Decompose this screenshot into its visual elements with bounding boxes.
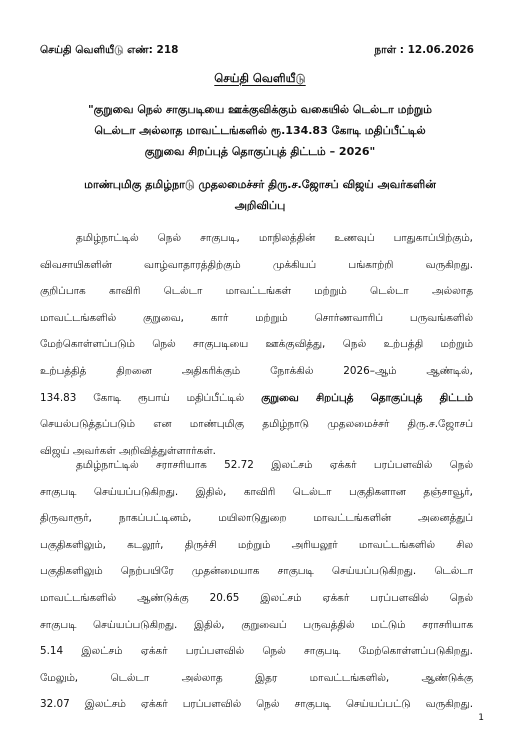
heading-text: செய்தி வெளியீடு: [214, 71, 306, 85]
paragraph-line: பகுதிகளிலும், கடலூர், திருச்சி மற்றும் அரியலூர் மாவட்டங்களில் சில: [40, 538, 473, 551]
paragraph-1: [40, 225, 473, 464]
paragraph-line: மாவட்டங்களில் குறுவை, கார் மற்றும் சொர்ணவாரிப் பருவங்களில்: [40, 311, 473, 324]
paragraph-line: தமிழ்நாட்டில் நெல் சாகுபடி, மாநிலத்தின் உணவுப் பாதுகாப்பிற்கும்,: [76, 232, 473, 244]
paragraph-line: பகுதிகளிலும் நெற்பயிரே முதன்மையாக சாகுபடி செய்யப்படுகிறது. டெல்டா: [40, 565, 473, 578]
paragraph-line: விவசாயிகளின் வாழ்வாதாரத்திற்கும் முக்கியப் பங்காற்றி வருகிறது.: [40, 258, 473, 271]
paragraph-line: செயல்படுத்தப்படும் என மாண்புமிகு தமிழ்நாடு முதலமைச்சர் திரு.ச.ஜோசப்: [40, 418, 473, 431]
paragraph-line-with-emphasis: [40, 385, 473, 412]
subtitle-line: மாண்புமிகு தமிழ்நாடு முதலமைச்சர் திரு.ச.ஜோசப் விஜய் அவர்களின்: [84, 178, 436, 191]
release-number: செய்தி வெளியீடு எண்: 218: [40, 44, 179, 56]
line-text: 134.83 கோடி ரூபாய் மதிப்பீட்டில்: [40, 391, 262, 404]
paragraph-line: உற்பத்தித் திறனை அதிகரிக்கும் நோக்கில் 2026–ஆம் ஆண்டில்,: [40, 364, 473, 377]
title-line: "குறுவை நெல் சாகுபடியை ஊக்குவிக்கும் வகையில் டெல்டா மற்றும்: [87, 103, 433, 116]
paragraph-line: திருவாரூர், நாகப்பட்டினம், மயிலாடுதுறை மாவட்டங்களின் அனைத்துப்: [40, 512, 473, 525]
title-line: டெல்டா அல்லாத மாவட்டங்களில் ரூ.134.83 கோடி மதிப்பீட்டில்: [94, 124, 426, 137]
paragraph-line: மாவட்டங்களில் ஆண்டுக்கு 20.65 இலட்சம் ஏக்கர் பரப்பளவில் நெல்: [40, 591, 473, 604]
paragraph-line: தமிழ்நாட்டில் சராசரியாக 52.72 இலட்சம் ஏக்கர் பரப்பளவில் நெல்: [76, 459, 473, 471]
scheme-name-emphasis: குறுவை சிறப்புத் தொகுப்புத் திட்டம்: [261, 391, 473, 404]
paragraph-line: 32.07 இலட்சம் ஏக்கர் பரப்பளவில் நெல் சாகுபடி செய்யப்பட்டு வருகிறது.: [40, 698, 473, 711]
paragraph-line: சாகுபடி செய்யப்படுகிறது. இதில், காவிரி டெல்டா பகுதிகளான தஞ்சாவூர்,: [40, 485, 473, 498]
paragraph-line: குறிப்பாக காவிரி டெல்டா மாவட்டங்கள் மற்றும் டெல்டா அல்லாத: [40, 285, 473, 298]
header-row: [40, 44, 474, 62]
paragraph-line: மேற்கொள்ளப்படும் நெல் சாகுபடியை ஊக்குவித்து, நெல் உற்பத்தி மற்றும்: [40, 338, 473, 351]
document-title: [40, 99, 480, 162]
title-line: குறுவை சிறப்புத் தொகுப்புத் திட்டம் – 2026": [144, 145, 376, 158]
document-heading: [0, 71, 520, 87]
subtitle-line: அறிவிப்பு: [234, 199, 286, 212]
paragraph-line: சாகுபடி செய்யப்படுகிறது. இதில், குறுவைப் பருவத்தில் மட்டும் சராசரியாக: [40, 618, 473, 631]
paragraph-2: [40, 452, 473, 718]
document-subtitle: [40, 174, 480, 216]
page-number: 1: [478, 713, 484, 723]
paragraph-line: 5.14 இலட்சம் ஏக்கர் பரப்பளவில் நெல் சாகுபடி மேற்கொள்ளப்படுகிறது.: [40, 645, 473, 658]
release-date: நாள் : 12.06.2026: [374, 44, 474, 56]
paragraph-line: விஜய் அவர்கள் அறிவித்துள்ளார்கள்.: [40, 444, 216, 457]
paragraph-line: மேலும், டெல்டா அல்லாத இதர மாவட்டங்களில், ஆண்டுக்கு: [40, 671, 473, 684]
